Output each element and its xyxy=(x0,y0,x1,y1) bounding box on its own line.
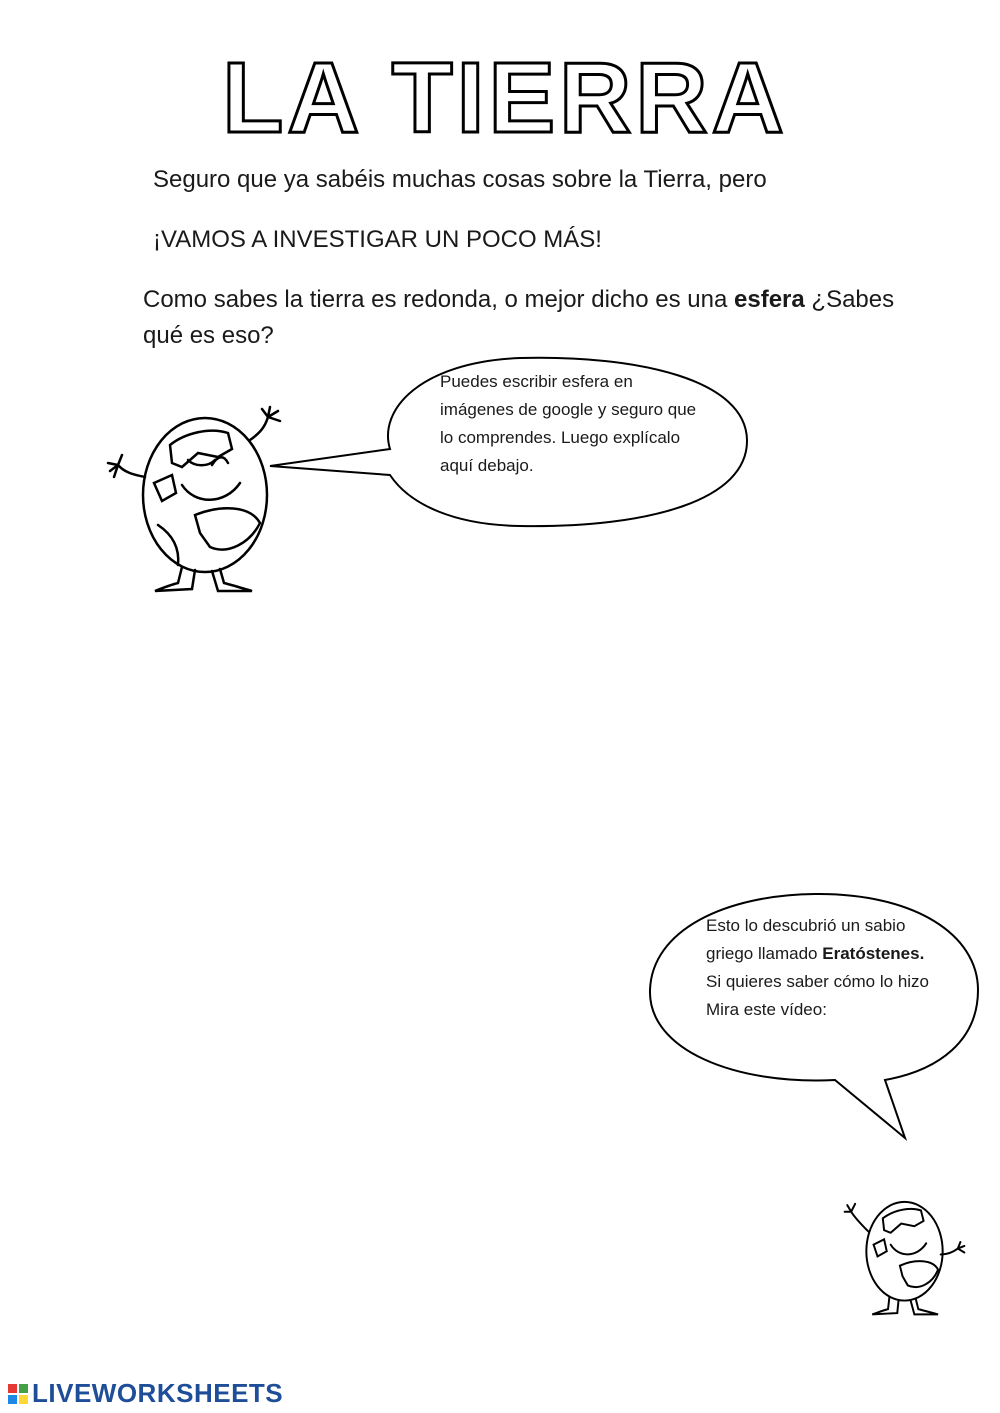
earth-character-icon xyxy=(842,1192,967,1317)
intro-line-1: Seguro que ya sabéis muchas cosas sobre la Tierra, pero xyxy=(153,166,767,193)
speech-bubble-2-after: Si quieres saber cómo lo hizo Mira este vídeo: xyxy=(706,972,930,1019)
liveworksheets-logo-icon xyxy=(8,1384,28,1404)
speech-bubble-2-bold: Eratóstenes. xyxy=(822,944,925,963)
earth-character-icon xyxy=(100,405,290,595)
page-title-text: LA TIERRA xyxy=(222,42,788,152)
question-paragraph xyxy=(143,282,923,354)
speech-bubble-1-text: Puedes escribir esfera en imágenes de google y seguro que lo comprendes. Luego explícalo aquí debajo. xyxy=(440,372,697,475)
speech-bubble-2-before: Esto lo descubrió un sabio griego llamado xyxy=(706,916,906,963)
speech-bubble-2-text xyxy=(706,912,936,1024)
question-bold-word: esfera xyxy=(734,286,805,313)
question-text-before: Como sabes la tierra es redonda, o mejor dicho es una xyxy=(143,286,734,313)
footer-brand xyxy=(8,1378,283,1409)
page-title xyxy=(0,42,1000,152)
footer-brand-text: LIVEWORKSHEETS xyxy=(32,1378,284,1408)
question-text-after: ¿Sabes qué es eso? xyxy=(143,286,895,349)
intro-line-2: ¡VAMOS A INVESTIGAR UN POCO MÁS! xyxy=(153,226,602,253)
